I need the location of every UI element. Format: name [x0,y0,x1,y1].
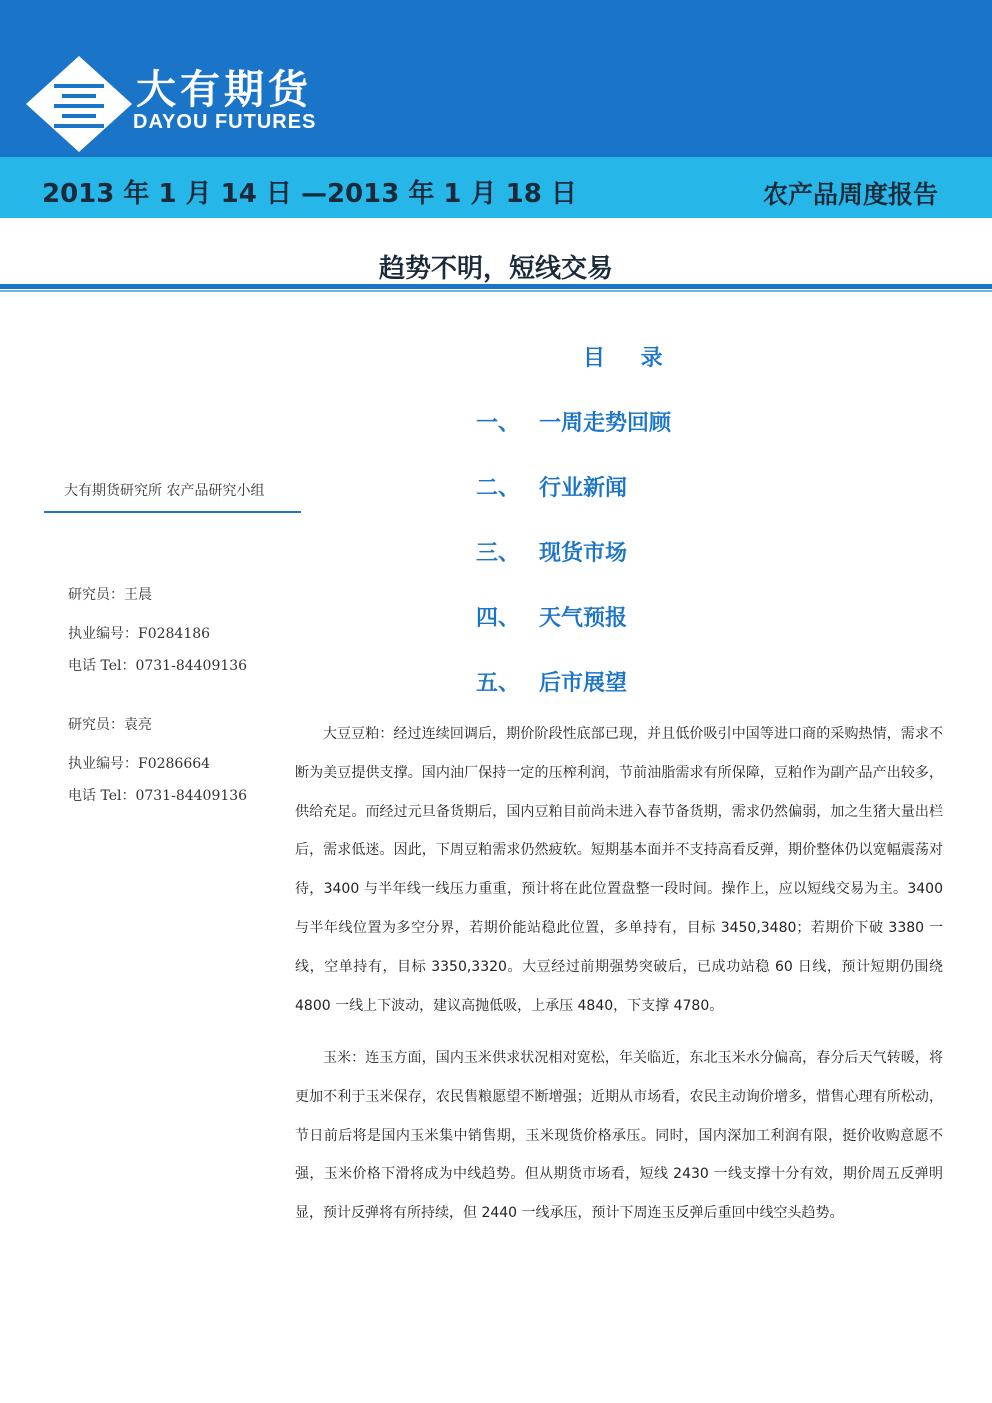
toc-item-number: 四、 [476,606,521,631]
corn-paragraph: 玉米：连玉方面，国内玉米供求状况相对宽松，年关临近，东北玉米水分偏高，春分后天气转暖，将更加不利于玉米保存，农民售粮愿望不断增强；近期从市场看，农民主动询价增多，惜售心理有所松动，节日前后将是国内玉米集中销售期，玉米现货价格承压。同时，国内深加工利润有限，挺价收购意愿不强，玉米价格下滑将成为中线趋势。但从期货市场看，短线 2430 一线支撑十分有效，期价周五反弹明显，预计反弹将有所持续，但 2440 一线承压，预计下周连玉反弹后重回中线空头趋势。 [295,1050,943,1222]
divider [0,284,992,289]
divider [44,511,301,513]
toc-item-number: 二、 [476,476,521,501]
diamond-logo-icon [24,54,134,154]
toc-item-label: 后市展望 [539,671,628,696]
research-department: 大有期货研究所 农产品研究小组 [64,483,265,499]
analyst-license: 执业编号：F0286664 [68,756,211,772]
toc-item[interactable] [476,666,627,697]
analyst-name: 研究员：王晨 [68,587,152,603]
soybean-paragraph: 大豆豆粕：经过连续回调后，期价阶段性底部已现，并且低价吸引中国等进口商的采购热情，需求不断为美豆提供支撑。国内油厂保持一定的压榨利润，节前油脂需求有所保障，豆粕作为副产品产出较多，供给充足。而经过元旦备货期后，国内豆粕目前尚未进入春节备货期，需求仍然偏弱，加之生猪大量出栏后，需求低迷。因此，下周豆粕需求仍然疲软。短期基本面并不支持高看反弹，期价整体仍以宽幅震荡对待，3400 与半年线一线压力重重，预计将在此位置盘整一段时间。操作上，应以短线交易为主。3400 与半年线位置为多空分界，若期价能站稳此位置，多单持有，目标 3450,3480；若期价下破 3380 一线，空单持有，目标 3350,3320。大豆经过前期强势突破后，已成功站稳 60 日线，预计短期仍围绕 4800 一线上下波动，建议高抛低吸，上承压 4840，下支撑 4780。 [295,726,943,1014]
brand-name-en: DAYOU FUTURES [133,111,317,133]
divider [0,290,992,292]
toc-title: 目 录 [583,346,677,371]
toc-item-number: 一、 [476,411,521,436]
toc-item[interactable] [476,536,627,567]
toc-item[interactable] [476,601,627,632]
toc-item-number: 五、 [476,671,521,696]
analyst-phone: 电话 Tel：0731-84409136 [68,788,248,804]
brand-name-cn: 大有期货 [136,67,312,113]
analyst-name: 研究员：袁亮 [68,717,152,733]
analyst-phone: 电话 Tel：0731-84409136 [68,658,248,674]
toc-item-number: 三、 [476,541,521,566]
toc-item[interactable] [476,471,627,502]
analyst-license: 执业编号：F0284186 [68,626,211,642]
toc-item[interactable] [476,406,671,437]
report-headline: 趋势不明，短线交易 [378,254,613,284]
report-type: 农产品周度报告 [762,180,938,209]
toc-item-label: 现货市场 [539,541,628,566]
header-banner [0,0,992,157]
toc-item-label: 天气预报 [539,606,628,631]
toc-item-label: 行业新闻 [539,476,628,501]
report-date-range: 2013 年 1 月 14 日 —2013 年 1 月 18 日 [42,179,577,209]
toc-item-label: 一周走势回顾 [539,411,672,436]
